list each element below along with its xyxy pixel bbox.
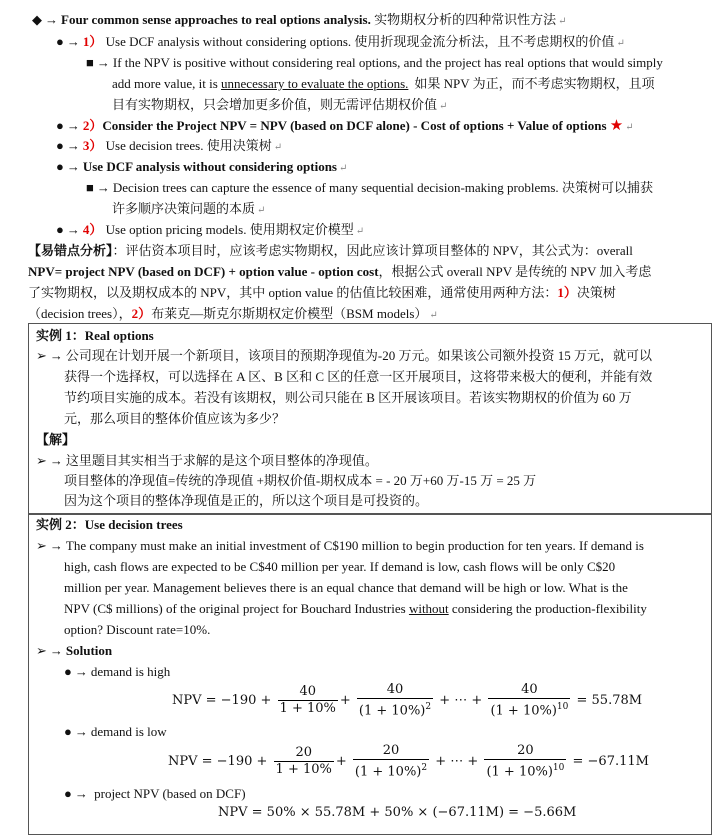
error-analysis-line2 (28, 262, 651, 282)
paragraph-mark-icon: ↵ (625, 122, 634, 133)
item-number: 2） (82, 118, 103, 133)
underlined-text: without (408, 601, 449, 616)
error-analysis-line3 (28, 283, 616, 303)
fraction: $\frac{40}{1 + 10\%}$ (279, 684, 336, 717)
case-high-label (64, 662, 170, 682)
paragraph-mark-icon: ↵ (439, 101, 448, 112)
bullet-icon: ● (56, 138, 64, 153)
arrow-icon: → (45, 12, 58, 27)
arrow-icon: → (66, 138, 80, 153)
sub-text-cn: 目有实物期权，只会增加更多价值，则无需评估期权价值 (112, 97, 438, 112)
arrow-icon: → (49, 348, 63, 363)
paragraph-mark-icon: ↵ (339, 163, 348, 174)
chevron-icon: ➢ (36, 348, 47, 363)
arrow-icon: → (74, 664, 88, 679)
equation-lhs: NPV = −190 + (172, 693, 272, 709)
item-text-cn: 使用决策树 (206, 138, 272, 153)
example1-question-line4: 元，那么项目的整体价值应该为多少？ (64, 411, 286, 426)
equation-demand-high: NPV = −190 + $\frac{40}{1 + 10\%}$ + $\frac{40}{(1 + 10\%)^2}$ + ⋯ + $\frac{40}{(1 + 10\%)^{10}}$ = 55.78M (172, 682, 643, 719)
bullet-icon: ● (56, 34, 64, 49)
sub-text-cn: 决策树可以捕获 (561, 180, 653, 195)
heading-title-cn: 实物期权分析的四种常识性方法 (374, 12, 557, 27)
equation-ellipsis: + ⋯ + (435, 754, 479, 770)
equation-rhs: = 55.78M (576, 693, 643, 709)
example2-question-line1 (36, 536, 644, 556)
method-number: 2） (131, 306, 152, 321)
equation-lhs: NPV = −190 + (168, 754, 268, 770)
fraction: $\frac{20}{(1 + 10\%)^{10}}$ (486, 743, 565, 780)
paragraph-mark-icon: ↵ (273, 142, 283, 153)
equation-rhs: = −67.11M (572, 754, 649, 770)
item-text-cn: 使用期权定价模型 (249, 222, 354, 237)
arrow-icon: → (66, 159, 80, 174)
case-low-label (64, 722, 167, 742)
arrow-icon: → (66, 222, 80, 237)
approach-item-3 (56, 136, 282, 158)
chevron-icon: ➢ (36, 453, 47, 468)
fraction: $\frac{20}{1 + 10\%}$ (275, 745, 332, 778)
equation-demand-low: NPV = −190 + $\frac{20}{1 + 10\%}$ + $\frac{20}{(1 + 10\%)^2}$ + ⋯ + $\frac{20}{(1 + 10\%)^{10}}$ = −67.11M (168, 743, 649, 780)
section-heading (32, 10, 567, 32)
item-number: 1） (82, 34, 103, 49)
error-analysis-label: 【易错点分析】 (28, 243, 113, 258)
solution-label: Solution (65, 643, 113, 658)
sub-item-1 (86, 53, 663, 73)
sub-text-line: If the NPV is positive without considering real options, and the project has real options that would simply (112, 55, 663, 70)
paragraph-mark-icon: ↵ (355, 226, 365, 237)
solution-text: 这里题目其实相当于求解的是这个项目整体的净现值。 (65, 453, 378, 468)
bullet-icon: ● (64, 664, 72, 679)
approach-item-2 (56, 116, 634, 138)
example1-solution-label: 【解】 (36, 432, 76, 447)
equation-ellipsis: + ⋯ + (439, 693, 483, 709)
paragraph-text: ，根据公式 overall NPV 是传统的 NPV 加入考虑 (378, 264, 652, 279)
example2-question-line3: million per year. Management believes there is an equal chance that demand will be high or low. What is the (64, 580, 628, 595)
fraction: $\frac{40}{(1 + 10\%)^2}$ (358, 682, 432, 719)
example1-question-line1 (36, 346, 652, 366)
bullet-icon: ● (56, 222, 64, 237)
sub-item-3-line2 (112, 199, 265, 221)
method-number: 1） (557, 285, 577, 300)
error-analysis-line1 (28, 241, 633, 261)
chevron-icon: ➢ (36, 538, 47, 553)
example1-question-line3: 节约项目实施的成本。若没有该期权，则公司只能在 B 区开展该项目。若该实物期权的价值为 60 万 (64, 390, 632, 405)
heading-title: Four common sense approaches to real options analysis. (61, 12, 371, 27)
arrow-icon: → (66, 118, 80, 133)
question-text: The company must make an initial investment of C$190 million to begin production for ten years. If demand is (65, 538, 644, 553)
example2-question-line4 (64, 599, 647, 619)
arrow-icon: → (49, 643, 63, 658)
item-number: 3） (82, 138, 103, 153)
sub-item-1-line2 (112, 74, 655, 94)
question-text: NPV (C$ millions) of the original project for Bouchard Industries (64, 601, 409, 616)
example2-title: 实例 2：Use decision trees (36, 517, 183, 532)
example2-question-line5: option? Discount rate=10%. (64, 622, 211, 637)
item-text: Use DCF analysis without considering options. (105, 34, 352, 49)
chevron-icon: ➢ (36, 643, 47, 658)
sub-text-cn: 许多顺序决策问题的本质 (112, 201, 256, 216)
example1-title: 实例 1：Real options (36, 328, 154, 343)
equation-project-npv: NPV = 50% × 55.78M + 50% × (−67.11M) = −5.66M (218, 805, 577, 820)
underlined-text: unnecessary to evaluate the options. (221, 76, 409, 91)
case-project-label (64, 784, 246, 804)
bullet-icon: ● (64, 786, 72, 801)
item-text: Use decision trees. (105, 138, 204, 153)
case-text: project NPV (based on DCF) (90, 786, 246, 801)
example1-solution-line2: 项目整体的净现值=传统的净现值 +期权价值-期权成本 = - 20 万+60 万-15 万 = 25 万 (64, 473, 537, 488)
paragraph-text: （decision trees）， (28, 306, 132, 321)
paragraph-text: ：评估资本项目时，应该考虑实物期权，因此应该计算项目整体的 NPV，其公式为：overall (112, 243, 633, 258)
example2-question-line2: high, cash flows are expected to be C$40 million per year. If demand is low, cash flows will be only C$20 (64, 559, 616, 574)
approach-item-4 (56, 220, 364, 242)
approach-item-1 (56, 32, 625, 54)
fraction: $\frac{40}{(1 + 10\%)^{10}}$ (490, 682, 569, 719)
sub-item-1-line3 (112, 95, 447, 117)
paragraph-text: 布莱克—斯克尔斯期权定价模型（BSM models） (151, 306, 428, 321)
bullet-icon: ● (64, 724, 72, 739)
sub-text-cn: 如果 NPV 为正，而不考虑实物期权，且项 (414, 76, 655, 91)
item-text: Use option pricing models. (105, 222, 247, 237)
fraction: $\frac{20}{(1 + 10\%)^2}$ (354, 743, 428, 780)
case-text: demand is high (90, 664, 171, 679)
example1-question-line2: 获得一个选择权，可以选择在 A 区、B 区和 C 区的任意一区开展项目，这将带来极大的便利，并能有效 (64, 369, 653, 384)
arrow-icon: → (74, 724, 88, 739)
item-text: Use DCF analysis without considering options (82, 159, 337, 174)
example1-solution-line1 (36, 451, 378, 471)
arrow-icon: → (96, 55, 110, 70)
sub-text-line: add more value, it is (112, 76, 222, 91)
arrow-icon: → (49, 538, 63, 553)
arrow-icon: → (66, 34, 80, 49)
case-text: demand is low (90, 724, 167, 739)
item-text: Consider the Project NPV = NPV (based on DCF alone) - Cost of options + Value of options (102, 118, 607, 133)
diamond-icon: ◆ (32, 12, 42, 27)
square-bullet-icon: ■ (86, 180, 94, 195)
paragraph-mark-icon: ↵ (558, 16, 567, 27)
item-number: 4） (82, 222, 103, 237)
paragraph-mark-icon: ↵ (257, 205, 266, 216)
arrow-icon: → (49, 453, 63, 468)
arrow-icon: → (96, 180, 110, 195)
paragraph-mark-icon: ↵ (429, 310, 438, 321)
question-text: considering the production-flexibility (448, 601, 647, 616)
square-bullet-icon: ■ (86, 55, 94, 70)
approach-sub-heading (56, 157, 347, 179)
arrow-icon: → (74, 786, 88, 801)
item-text-cn: 使用折现现金流分析法，且不考虑期权的价值 (354, 34, 615, 49)
paragraph-text: 决策树 (576, 285, 616, 300)
paragraph-text: 了实物期权，以及期权成本的 NPV，其中 option value 的估值比较困难，通常使用两种方法： (28, 285, 558, 300)
example2-solution-label (36, 641, 112, 661)
bullet-icon: ● (56, 118, 64, 133)
question-text: 公司现在计划开展一个新项目，该项目的预期净现值为-20 万元。如果该公司额外投资 15 万元，就可以 (65, 348, 652, 363)
sub-item-3 (86, 178, 653, 198)
sub-text-line: Decision trees can capture the essence of many sequential decision-making problems. (112, 180, 559, 195)
example1-solution-line3: 因为这个项目的整体净现值是正的，所以这个项目是可投资的。 (64, 493, 429, 508)
formula-text: NPV= project NPV (based on DCF) + option value - option cost (28, 264, 379, 279)
bullet-icon: ● (56, 159, 64, 174)
star-icon: ★ (609, 118, 624, 134)
paragraph-mark-icon: ↵ (616, 38, 625, 49)
